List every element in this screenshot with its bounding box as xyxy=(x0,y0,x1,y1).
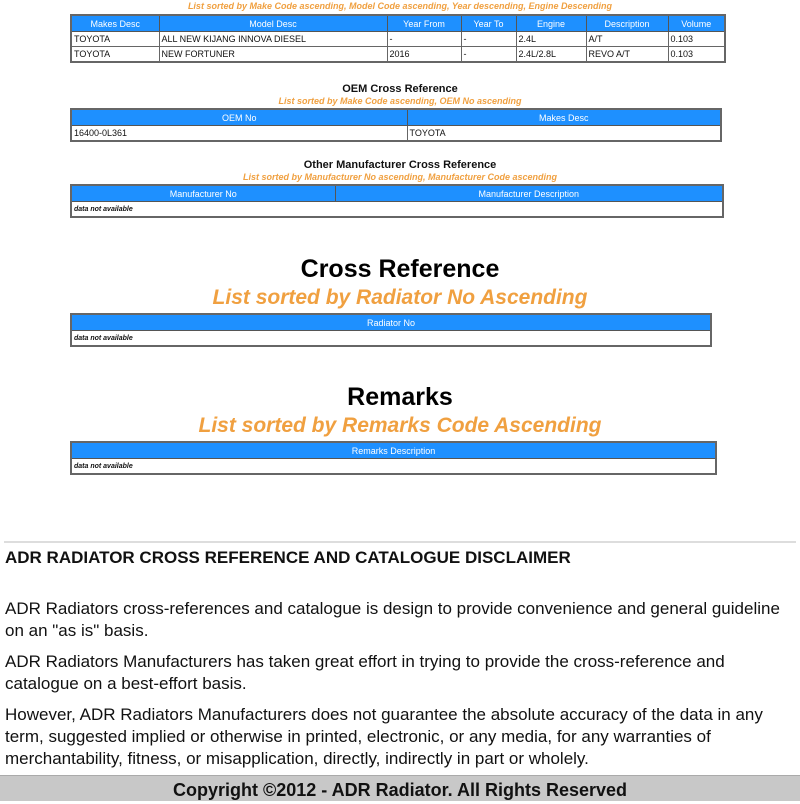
disclaimer-title: ADR RADIATOR CROSS REFERENCE AND CATALOGUE DISCLAIMER xyxy=(5,548,571,567)
table-header-row xyxy=(71,314,711,331)
cell: 2016 xyxy=(387,47,461,63)
oem-section-title: OEM Cross Reference xyxy=(342,83,458,95)
remarks-title: Remarks xyxy=(347,383,453,411)
disclaimer-paragraph: ADR Radiators Manufacturers has taken great effort in trying to provide the cross-reference and catalogue on a best-effort basis. xyxy=(5,652,725,693)
cell: A/T xyxy=(586,32,668,47)
cell: - xyxy=(461,32,516,47)
col-description[interactable]: Description xyxy=(586,15,668,32)
cell: 0.103 xyxy=(668,47,725,63)
application-sort-note: List sorted by Make Code ascending, Model Code ascending, Year descending, Engine Descending xyxy=(187,1,613,11)
oem-sort-note: List sorted by Make Code ascending, OEM No ascending xyxy=(278,96,522,106)
cell: - xyxy=(461,47,516,63)
empty-message: data not available xyxy=(71,459,716,475)
col-manufacturer-description[interactable]: Manufacturer Description xyxy=(335,185,723,202)
other-mfr-sort-note: List sorted by Manufacturer No ascending, Manufacturer Code ascending xyxy=(242,172,558,182)
other-mfr-section-title: Other Manufacturer Cross Reference xyxy=(303,159,497,171)
cross-ref-title: Cross Reference xyxy=(300,255,500,283)
cell: ALL NEW KIJANG INNOVA DIESEL xyxy=(159,32,387,47)
table-row xyxy=(71,32,725,47)
cell: REVO A/T xyxy=(586,47,668,63)
col-remarks-description[interactable]: Remarks Description xyxy=(71,442,716,459)
col-engine[interactable]: Engine xyxy=(516,15,586,32)
cell: TOYOTA xyxy=(71,32,159,47)
col-volume[interactable]: Volume xyxy=(668,15,725,32)
cross-ref-table xyxy=(70,313,712,347)
cell: NEW FORTUNER xyxy=(159,47,387,63)
cell: 16400-0L361 xyxy=(71,126,407,142)
col-model-desc[interactable]: Model Desc xyxy=(159,15,387,32)
divider xyxy=(4,541,796,543)
table-header-row xyxy=(71,442,716,459)
footer-copyright: Copyright ©2012 - ADR Radiator. All Rights Reserved xyxy=(0,775,800,801)
cell: 0.103 xyxy=(668,32,725,47)
remarks-table xyxy=(70,441,717,475)
disclaimer-paragraph: ADR Radiators cross-references and catalogue is design to provide convenience and general guideline on an "as is" basis. xyxy=(5,599,780,640)
table-header-row xyxy=(71,15,725,32)
col-oem-no[interactable]: OEM No xyxy=(71,109,407,126)
table-row xyxy=(71,459,716,475)
cell: - xyxy=(387,32,461,47)
cell: 2.4L/2.8L xyxy=(516,47,586,63)
col-makes-desc[interactable]: Makes Desc xyxy=(407,109,721,126)
table-row xyxy=(71,202,723,218)
application-table xyxy=(70,14,726,63)
table-row xyxy=(71,331,711,347)
disclaimer-paragraph: However, ADR Radiators Manufacturers does not guarantee the absolute accuracy of the data in any term, suggested implied or otherwise in printed, electronic, or any media, for any warranties of merchantability, fitness, or misapplication, directly, indirectly in part or wholely. xyxy=(5,705,763,768)
other-mfr-table xyxy=(70,184,724,218)
cell: 2.4L xyxy=(516,32,586,47)
col-makes-desc[interactable]: Makes Desc xyxy=(71,15,159,32)
table-row xyxy=(71,47,725,63)
remarks-sort-note: List sorted by Remarks Code Ascending xyxy=(198,414,602,437)
oem-table xyxy=(70,108,722,142)
empty-message: data not available xyxy=(71,331,711,347)
cell: TOYOTA xyxy=(71,47,159,63)
table-row xyxy=(71,126,721,142)
cell: TOYOTA xyxy=(407,126,721,142)
table-header-row xyxy=(71,185,723,202)
col-manufacturer-no[interactable]: Manufacturer No xyxy=(71,185,335,202)
col-radiator-no[interactable]: Radiator No xyxy=(71,314,711,331)
col-year-from[interactable]: Year From xyxy=(387,15,461,32)
table-header-row xyxy=(71,109,721,126)
empty-message: data not available xyxy=(71,202,723,218)
cross-ref-sort-note: List sorted by Radiator No Ascending xyxy=(212,286,588,309)
col-year-to[interactable]: Year To xyxy=(461,15,516,32)
